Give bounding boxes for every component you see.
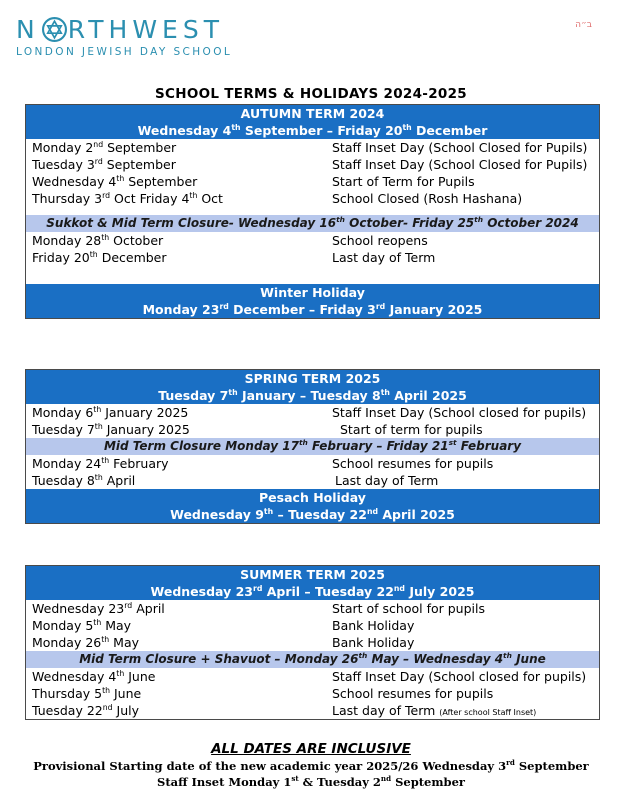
row-date: Tuesday 7th January 2025 — [32, 421, 190, 437]
row-event: Staff Inset Day (School Closed for Pupils) — [332, 140, 588, 155]
table-row — [26, 472, 599, 489]
table-row — [26, 139, 599, 156]
table-row — [26, 634, 599, 651]
row-date: Friday 20th December — [32, 249, 167, 265]
row-event: Bank Holiday — [332, 618, 415, 633]
row-event-text: Last day of Term — [332, 703, 436, 718]
school-logo — [16, 17, 232, 58]
spring-term-dates: Tuesday 7th January – Tuesday 8th April 2025 — [158, 387, 467, 403]
spring-midterm-band: Mid Term Closure Monday 17th February – Friday 21st February — [26, 438, 599, 455]
staff-inset-note: Staff Inset Monday 1st & Tuesday 2nd September — [157, 774, 465, 789]
page-title: SCHOOL TERMS & HOLIDAYS 2024-2025 — [155, 86, 467, 102]
pesach-holiday-band — [26, 489, 599, 523]
row-event: Start of Term for Pupils — [332, 174, 475, 189]
spacer — [26, 207, 599, 215]
spacer — [26, 266, 599, 284]
row-event: Last day of Term — [335, 473, 439, 488]
summer-term-dates: Wednesday 23rd April – Tuesday 22nd July 2025 — [150, 583, 475, 599]
row-date: Monday 26th May — [32, 634, 140, 650]
row-date: Monday 6th January 2025 — [32, 404, 189, 420]
winter-holiday-band — [26, 284, 599, 318]
row-event — [332, 702, 599, 719]
row-event: Last day of Term — [332, 250, 436, 265]
row-date: Wednesday 4th June — [32, 668, 156, 684]
row-date: Wednesday 23rd April — [32, 600, 165, 616]
autumn-term-header — [26, 105, 599, 139]
row-date: Thursday 3rd Oct Friday 4th Oct — [32, 190, 223, 206]
table-row — [26, 668, 599, 685]
winter-holiday-dates: Monday 23rd December – Friday 3rd January 2025 — [142, 301, 483, 317]
row-event: School Closed (Rosh Hashana) — [332, 191, 523, 206]
row-event: Staff Inset Day (School closed for pupils) — [332, 669, 587, 684]
summer-term-table — [25, 565, 600, 720]
row-date: Monday 5th May — [32, 617, 132, 633]
row-event: Staff Inset Day (School Closed for Pupils) — [332, 157, 588, 172]
autumn-term-dates: Wednesday 4th September – Friday 20th December — [137, 122, 488, 138]
pesach-holiday-dates: Wednesday 9th – Tuesday 22nd April 2025 — [170, 506, 455, 522]
autumn-midterm-band: Sukkot & Mid Term Closure- Wednesday 16th October- Friday 25th October 2024 — [26, 215, 599, 232]
summer-term-header — [26, 566, 599, 600]
table-row — [26, 232, 599, 249]
winter-holiday-title: Winter Holiday — [260, 285, 365, 300]
provisional-start-note: Provisional Starting date of the new academic year 2025/26 Wednesday 3rd September — [33, 758, 589, 773]
logo-text-end: RTHWEST — [67, 15, 224, 44]
row-event: School resumes for pupils — [332, 456, 494, 471]
table-row — [26, 156, 599, 173]
table-row — [26, 421, 599, 438]
logo-wordmark — [16, 17, 232, 42]
row-event: School reopens — [332, 233, 428, 248]
row-event: Bank Holiday — [332, 635, 415, 650]
autumn-term-table — [25, 104, 600, 319]
row-date: Tuesday 3rd September — [32, 156, 176, 172]
spring-term-table — [25, 369, 600, 524]
table-row — [26, 617, 599, 634]
autumn-term-title: AUTUMN TERM 2024 — [240, 106, 385, 121]
row-date: Tuesday 22nd July — [32, 702, 140, 718]
summer-term-title: SUMMER TERM 2025 — [240, 567, 385, 582]
table-row — [26, 600, 599, 617]
table-row — [26, 190, 599, 207]
star-of-david-icon — [42, 17, 67, 42]
inclusive-note: ALL DATES ARE INCLUSIVE — [211, 741, 411, 757]
row-event: School resumes for pupils — [332, 686, 494, 701]
row-date: Wednesday 4th September — [32, 173, 198, 189]
logo-text-start: N — [16, 15, 40, 44]
pesach-holiday-title: Pesach Holiday — [259, 490, 366, 505]
table-row — [26, 249, 599, 266]
table-row — [26, 455, 599, 472]
spring-term-title: SPRING TERM 2025 — [244, 371, 381, 386]
table-row — [26, 173, 599, 190]
row-date: Monday 24th February — [32, 455, 169, 471]
spring-term-header — [26, 370, 599, 404]
row-event: Start of school for pupils — [332, 601, 485, 616]
table-row — [26, 404, 599, 421]
row-event: Staff Inset Day (School closed for pupils) — [332, 405, 587, 420]
hebrew-note: ב״ה — [575, 20, 592, 30]
row-date: Monday 28th October — [32, 232, 164, 248]
table-row — [26, 685, 599, 702]
row-event: Start of term for pupils — [340, 422, 483, 437]
logo-subtitle: LONDON JEWISH DAY SCHOOL — [16, 46, 233, 58]
row-event-note: (After school Staff Inset) — [439, 708, 537, 717]
summer-midterm-band: Mid Term Closure + Shavuot – Monday 26th May – Wednesday 4th June — [26, 651, 599, 668]
row-date: Thursday 5th June — [32, 685, 142, 701]
row-date: Monday 2nd September — [32, 139, 177, 155]
row-date: Tuesday 8th April — [32, 472, 136, 488]
table-row — [26, 702, 599, 719]
